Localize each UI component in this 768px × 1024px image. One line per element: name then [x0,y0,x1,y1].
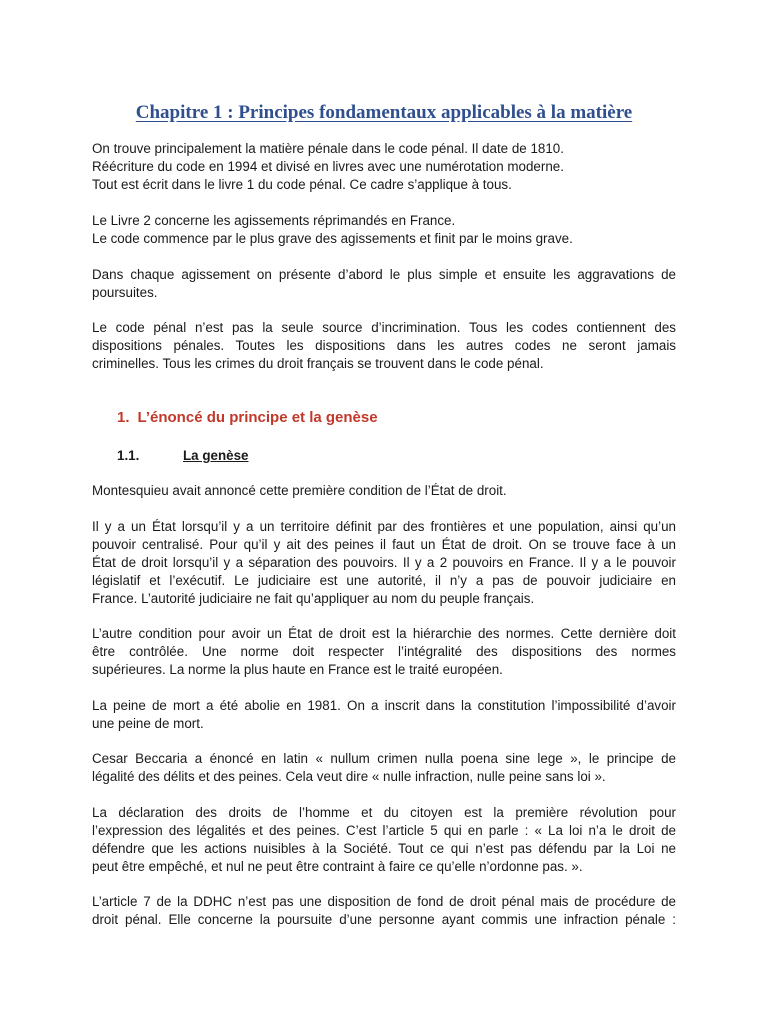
subsection-number: 1.1. [117,448,140,463]
paragraph-body-5 [92,750,676,786]
paragraph-body-1 [92,482,676,500]
text-line: Dans chaque agissement on présente d’abord le plus simple et ensuite les aggravations de [92,267,676,282]
paragraph-body-7 [92,893,676,929]
text-line: criminelles. Tous les crimes du droit français se trouvent dans le code pénal. [92,356,544,371]
paragraph-body-3 [92,625,676,679]
chapter-title: Chapitre 1 : Principes fondamentaux applicables à la matière [135,102,633,123]
subsection-title: La genèse [183,448,249,463]
text-line: peut être empêché, et nul ne peut être contraint à faire ce qu’elle n’ordonne pas. ». [92,859,583,874]
paragraph-intro-1 [92,140,676,194]
section-heading [117,409,378,426]
text-line: défendre que les actions nuisibles à la Société. Tout ce qui n’est pas défendu par la Loi ne [92,841,676,856]
text-line: L’article 7 de la DDHC n’est pas une disposition de fond de droit pénal mais de procédure de [92,894,676,909]
text-line: L’autre condition pour avoir un État de droit est la hiérarchie des normes. Cette dernière doit [92,626,676,641]
text-line: pouvoir centralisé. Pour qu’il y ait des peines il faut un État de droit. On se trouve face à un [92,537,676,552]
text-line: La peine de mort a été abolie en 1981. On a inscrit dans la constitution l’impossibilité d’avoir [92,698,676,713]
text-line: Cesar Beccaria a énoncé en latin « nullum crimen nulla poena sine lege », le principe de [92,751,676,766]
text-line: supérieures. La norme la plus haute en France est le traité européen. [92,662,503,677]
text-line: poursuites. [92,285,158,300]
text-line: une peine de mort. [92,716,204,731]
paragraph-body-6 [92,804,676,876]
text-line: La déclaration des droits de l’homme et du citoyen est la première révolution pour [92,805,676,820]
section-number: 1. [117,409,130,426]
text-line: Il y a un État lorsqu’il y a un territoire définit par des frontières et une population, ainsi qu’un [92,519,676,534]
text-line: État de droit lorsqu’il y a séparation des pouvoirs. Il y a 2 pouvoirs en France. Il y a le pouvoir [92,555,676,570]
text-line: France. L’autorité judiciaire ne fait qu’appliquer au nom du peuple français. [92,591,535,606]
text-line: dispositions pénales. Toutes les dispositions dans les autres codes ne seront jamais [92,338,676,353]
subsection-heading [117,448,249,463]
paragraph-body-4 [92,697,676,733]
text-line: législatif et l’exécutif. Le judiciaire est une autorité, il n’y a pas de pouvoir judiciaire en [92,573,676,588]
paragraph-intro-3 [92,266,676,302]
text-line: Réécriture du code en 1994 et divisé en livres avec une numérotation moderne. [92,159,564,174]
text-line: être contrôlée. Une norme doit respecter l’intégralité des dispositions des normes [92,644,676,659]
paragraph-body-2 [92,518,676,608]
text-line: Le Livre 2 concerne les agissements réprimandés en France. [92,213,456,228]
text-line: légalité des délits et des peines. Cela veut dire « nulle infraction, nulle peine sans loi ». [92,769,606,784]
text-line: Le code pénal n’est pas la seule source d’incrimination. Tous les codes contiennent des [92,320,676,335]
paragraph-intro-4 [92,319,676,373]
text-line: Le code commence par le plus grave des agissements et finit par le moins grave. [92,231,573,246]
text-line: Tout est écrit dans le livre 1 du code pénal. Ce cadre s’applique à tous. [92,177,512,192]
text-line: l’expression des légalités et des peines. C’est l’article 5 qui en parle : « La loi n’a le droit de [92,823,676,838]
text-line: droit pénal. Elle concerne la poursuite d’une personne ayant commis une infraction pénale : [92,912,676,927]
paragraph-intro-2 [92,212,676,248]
text-line: Montesquieu avait annoncé cette première condition de l’État de droit. [92,483,507,498]
text-line: On trouve principalement la matière pénale dans le code pénal. Il date de 1810. [92,141,564,156]
section-title: L’énoncé du principe et la genèse [137,409,378,426]
